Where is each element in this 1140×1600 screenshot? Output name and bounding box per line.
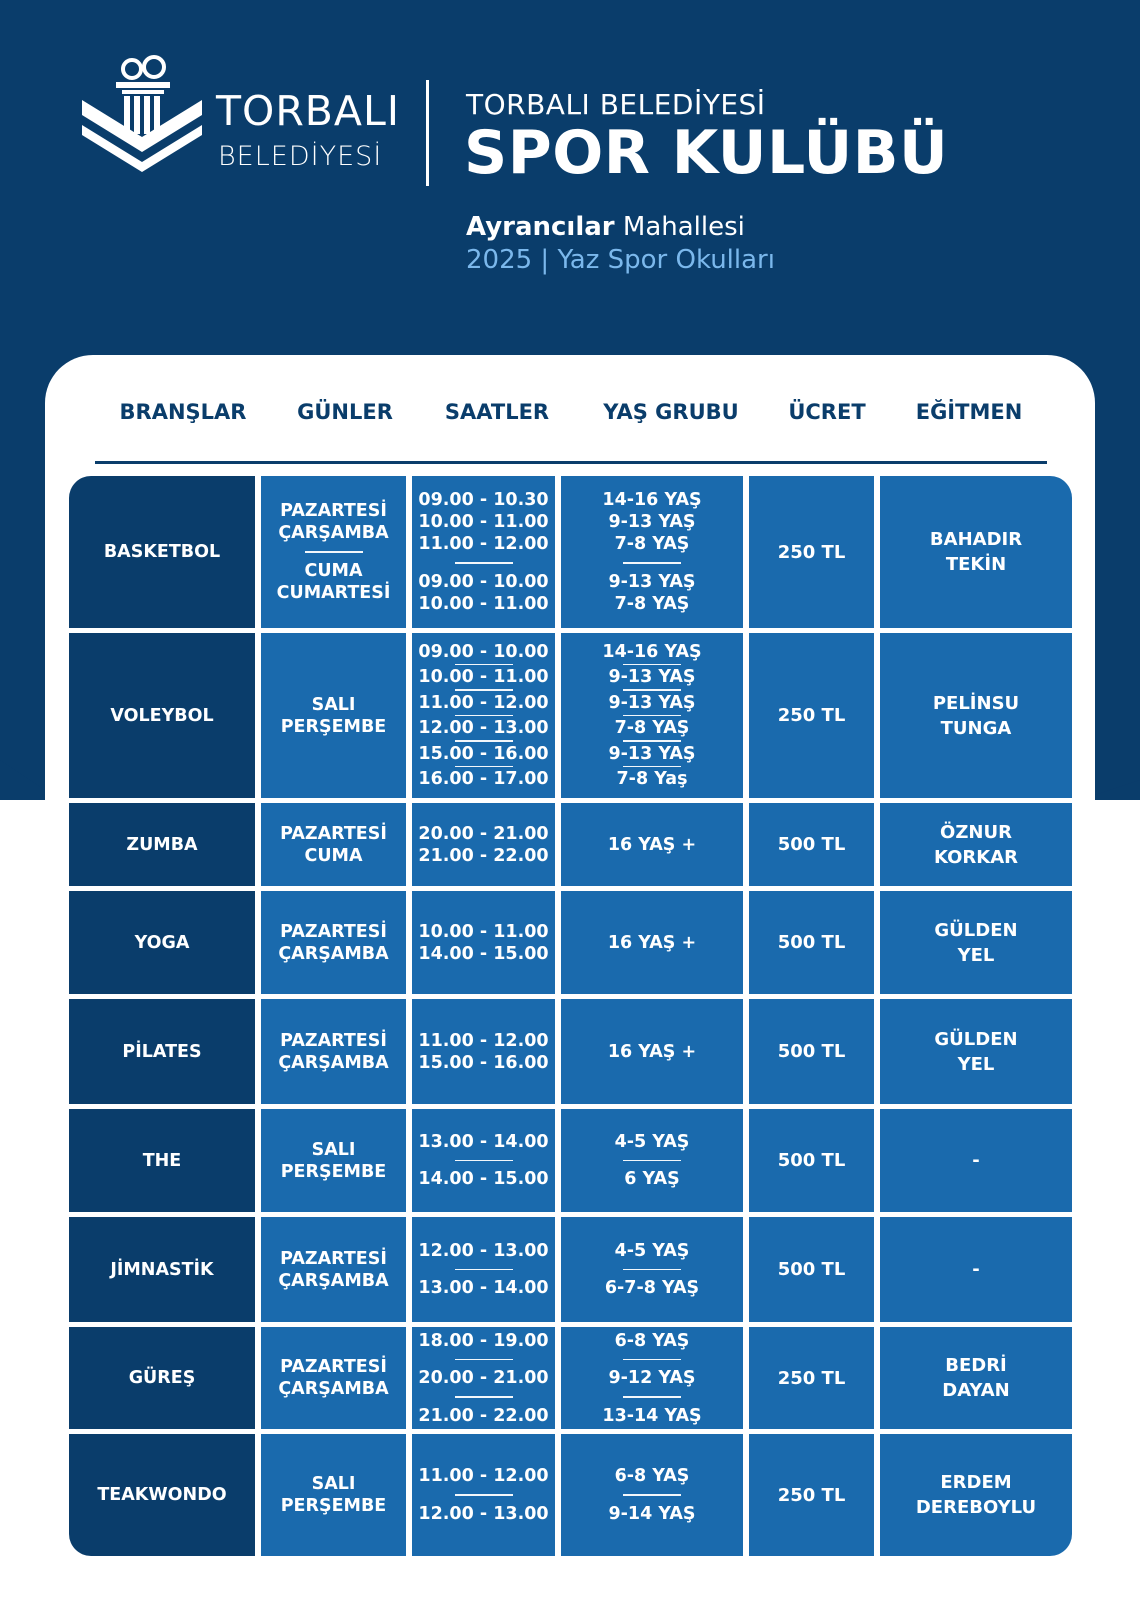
cell-text: 12.00 - 13.00: [418, 718, 549, 739]
cell-branch: [69, 891, 255, 994]
cell-text: PAZARTESİ: [280, 1248, 387, 1269]
cell-text: THE: [142, 1150, 182, 1171]
cell-separator: [623, 1494, 681, 1496]
cell-fee: [749, 1217, 874, 1322]
cell-days: [261, 1109, 406, 1212]
cell-text: YEL: [957, 944, 995, 966]
cell-text: BAHADIR: [929, 529, 1023, 550]
cell-text: SALI: [311, 1474, 356, 1494]
cell-text: 9-13 YAŞ: [608, 743, 696, 764]
cell-separator: [623, 715, 681, 717]
cell-text: TUNGA: [940, 717, 1012, 739]
cell-branch: [69, 633, 255, 798]
cell-text: 10.00 - 11.00: [418, 667, 549, 688]
column-header-age-group: YAŞ GRUBU: [603, 400, 739, 424]
logo-emblem-icon: [80, 55, 205, 180]
cell-text: 16.00 - 17.00: [418, 769, 549, 790]
cell-separator: [455, 715, 513, 717]
cell-text: 500 TL: [777, 834, 846, 855]
cell-ages: [561, 999, 743, 1104]
cell-text: 13-14 YAŞ: [602, 1405, 702, 1426]
cell-text: 250 TL: [777, 705, 846, 726]
cell-separator: [455, 664, 513, 666]
cell-text: 18.00 - 19.00: [418, 1330, 549, 1351]
cell-coach: [880, 891, 1072, 994]
cell-separator: [623, 1269, 681, 1271]
cell-text: 7-8 YAŞ: [614, 534, 690, 555]
cell-separator: [455, 1269, 513, 1271]
cell-separator: [623, 766, 681, 768]
cell-text: 500 TL: [777, 1041, 846, 1062]
header-org-name: TORBALI BELEDİYESİ: [466, 88, 766, 121]
cell-ages: [561, 1434, 743, 1556]
cell-days: [261, 803, 406, 886]
table-row: [69, 1434, 1072, 1556]
cell-text: PELİNSU: [932, 692, 1020, 714]
table-row: [69, 1109, 1072, 1212]
cell-text: 9-13 YAŞ: [608, 692, 696, 713]
cell-text: SALI: [311, 1139, 356, 1160]
cell-days: [261, 1434, 406, 1556]
cell-ages: [561, 476, 743, 628]
cell-separator: [455, 689, 513, 691]
table-row: [69, 476, 1072, 628]
cell-text: 09.00 - 10.30: [418, 490, 549, 511]
cell-text: TEKİN: [945, 554, 1007, 575]
cell-fee: [749, 803, 874, 886]
cell-text: DAYAN: [942, 1380, 1010, 1401]
neighborhood-suffix: Mahallesi: [614, 212, 745, 242]
cell-text: 14-16 YAŞ: [602, 490, 702, 511]
cell-text: ÖZNUR: [940, 821, 1012, 843]
cell-text: 11.00 - 12.00: [418, 1030, 549, 1051]
cell-fee: [749, 1327, 874, 1429]
cell-text: 15.00 - 16.00: [418, 743, 549, 764]
schedule-table: [69, 476, 1072, 1556]
cell-ages: [561, 1217, 743, 1322]
cell-text: GÜREŞ: [128, 1368, 196, 1388]
cell-text: PAZARTESİ: [280, 1030, 387, 1051]
cell-text: 4-5 YAŞ: [614, 1131, 690, 1152]
cell-text: DEREBOYLU: [915, 1497, 1037, 1518]
table-header-rule: [95, 461, 1047, 464]
cell-ages: [561, 1327, 743, 1429]
cell-text: PERŞEMBE: [280, 716, 387, 737]
cell-text: JİMNASTİK: [110, 1259, 214, 1280]
cell-text: PAZARTESİ: [280, 823, 387, 844]
cell-text: GÜLDEN: [934, 1028, 1018, 1050]
cell-text: ÇARŞAMBA: [278, 523, 389, 544]
table-row: [69, 803, 1072, 886]
cell-text: 500 TL: [777, 1150, 846, 1171]
cell-text: 9-13 YAŞ: [608, 667, 696, 688]
cell-separator: [455, 562, 513, 564]
cell-separator: [623, 562, 681, 564]
cell-separator: [455, 1494, 513, 1496]
cell-separator: [623, 740, 681, 742]
table-row: [69, 999, 1072, 1104]
cell-text: 9-13 YAŞ: [608, 571, 696, 592]
cell-days: [261, 891, 406, 994]
cell-days: [261, 633, 406, 798]
cell-ages: [561, 803, 743, 886]
logo-name: TORBALI: [216, 87, 400, 135]
table-header: [95, 390, 1045, 440]
cell-branch: [69, 1217, 255, 1322]
cell-hours: [412, 999, 555, 1104]
cell-fee: [749, 1109, 874, 1212]
column-header-days: GÜNLER: [297, 400, 393, 424]
table-row: [69, 891, 1072, 994]
cell-hours: [412, 633, 555, 798]
cell-text: 09.00 - 10.00: [418, 571, 549, 592]
cell-text: 6 YAŞ: [624, 1169, 680, 1190]
cell-text: 16 YAŞ +: [607, 1041, 697, 1062]
cell-text: 13.00 - 14.00: [418, 1131, 549, 1152]
cell-branch: [69, 476, 255, 628]
cell-hours: [412, 1217, 555, 1322]
table-row: [69, 1327, 1072, 1429]
cell-separator: [623, 664, 681, 666]
cell-separator: [455, 740, 513, 742]
page-title: SPOR KULÜBÜ: [464, 118, 949, 188]
cell-days: [261, 476, 406, 628]
cell-text: ÇARŞAMBA: [278, 1270, 389, 1291]
cell-text: CUMA: [304, 560, 363, 581]
cell-text: BEDRİ: [945, 1355, 1007, 1376]
cell-separator: [455, 1359, 513, 1361]
cell-ages: [561, 891, 743, 994]
cell-branch: [69, 999, 255, 1104]
cell-text: 10.00 - 11.00: [418, 593, 549, 614]
cell-text: 9-12 YAŞ: [608, 1368, 696, 1388]
cell-separator: [623, 689, 681, 691]
cell-coach: [880, 1109, 1072, 1212]
cell-text: 12.00 - 13.00: [418, 1503, 549, 1524]
cell-text: 10.00 - 11.00: [418, 512, 549, 533]
cell-text: 20.00 - 21.00: [418, 1368, 549, 1388]
season-line: 2025 | Yaz Spor Okulları: [466, 245, 775, 275]
cell-text: YOGA: [134, 932, 190, 953]
cell-ages: [561, 1109, 743, 1212]
column-header-instructor: EĞİTMEN: [915, 400, 1023, 424]
cell-hours: [412, 1434, 555, 1556]
cell-text: PAZARTESİ: [280, 1357, 387, 1377]
cell-separator: [455, 1396, 513, 1398]
cell-text: KORKAR: [933, 846, 1019, 868]
cell-fee: [749, 891, 874, 994]
cell-text: ZUMBA: [126, 834, 198, 855]
cell-text: 11.00 - 12.00: [418, 534, 549, 555]
cell-text: PERŞEMBE: [280, 1496, 387, 1516]
cell-fee: [749, 1434, 874, 1556]
cell-hours: [412, 1327, 555, 1429]
cell-text: 6-8 YAŞ: [614, 1466, 690, 1487]
cell-text: 250 TL: [777, 1367, 846, 1389]
cell-branch: [69, 1109, 255, 1212]
cell-text: 250 TL: [777, 541, 846, 563]
logo-subtitle: BELEDİYESİ: [218, 141, 383, 172]
cell-text: 21.00 - 22.00: [418, 1405, 549, 1426]
cell-branch: [69, 1327, 255, 1429]
cell-coach: [880, 1434, 1072, 1556]
cell-separator: [305, 551, 363, 553]
cell-text: ÇARŞAMBA: [278, 1379, 389, 1399]
cell-text: 14.00 - 15.00: [418, 943, 549, 964]
cell-separator: [623, 1359, 681, 1361]
cell-fee: [749, 633, 874, 798]
cell-text: 13.00 - 14.00: [418, 1278, 549, 1299]
cell-text: 09.00 - 10.00: [418, 641, 549, 662]
cell-text: 6-8 YAŞ: [614, 1330, 690, 1351]
cell-text: SALI: [311, 694, 356, 715]
cell-text: 14-16 YAŞ: [602, 641, 702, 662]
cell-text: 20.00 - 21.00: [418, 823, 549, 844]
municipality-logo: [80, 55, 400, 180]
cell-separator: [455, 766, 513, 768]
cell-coach: [880, 803, 1072, 886]
cell-text: VOLEYBOL: [110, 705, 214, 726]
cell-coach: [880, 1327, 1072, 1429]
cell-days: [261, 999, 406, 1104]
neighborhood-line: [466, 212, 745, 242]
column-header-fee: ÜCRET: [788, 400, 866, 424]
cell-text: GÜLDEN: [934, 919, 1018, 941]
cell-text: ERDEM: [940, 1472, 1012, 1493]
cell-text: 9-14 YAŞ: [608, 1503, 696, 1524]
cell-hours: [412, 803, 555, 886]
cell-text: 250 TL: [777, 1484, 846, 1506]
cell-coach: [880, 476, 1072, 628]
cell-text: ÇARŞAMBA: [278, 1052, 389, 1073]
cell-text: 11.00 - 12.00: [418, 1466, 549, 1487]
cell-hours: [412, 476, 555, 628]
cell-days: [261, 1217, 406, 1322]
table-row: [69, 633, 1072, 798]
cell-hours: [412, 891, 555, 994]
cell-text: 7-8 YAŞ: [614, 593, 690, 614]
cell-text: CUMA: [304, 845, 363, 866]
cell-hours: [412, 1109, 555, 1212]
cell-text: 500 TL: [777, 1259, 846, 1280]
cell-coach: [880, 633, 1072, 798]
cell-text: 7-8 YAŞ: [614, 718, 690, 739]
neighborhood-name: Ayrancılar: [466, 212, 615, 242]
cell-text: 500 TL: [777, 932, 846, 953]
cell-text: 11.00 - 12.00: [418, 692, 549, 713]
cell-fee: [749, 476, 874, 628]
cell-text: 4-5 YAŞ: [614, 1240, 690, 1261]
cell-text: CUMARTESİ: [276, 582, 391, 603]
cell-coach: [880, 1217, 1072, 1322]
cell-text: -: [972, 1259, 980, 1280]
cell-text: ÇARŞAMBA: [278, 943, 389, 964]
cell-separator: [623, 1396, 681, 1398]
cell-branch: [69, 803, 255, 886]
cell-text: -: [972, 1150, 980, 1171]
cell-text: PAZARTESİ: [280, 501, 387, 522]
cell-text: 7-8 Yaş: [616, 769, 688, 790]
header-divider: [426, 80, 429, 186]
column-header-branch: BRANŞLAR: [119, 400, 247, 424]
cell-separator: [455, 1160, 513, 1162]
cell-text: 9-13 YAŞ: [608, 512, 696, 533]
cell-text: 6-7-8 YAŞ: [604, 1278, 700, 1299]
cell-fee: [749, 999, 874, 1104]
cell-days: [261, 1327, 406, 1429]
cell-coach: [880, 999, 1072, 1104]
cell-text: 12.00 - 13.00: [418, 1240, 549, 1261]
cell-text: YEL: [957, 1053, 995, 1075]
cell-text: 16 YAŞ +: [607, 834, 697, 855]
cell-branch: [69, 1434, 255, 1556]
cell-text: PERŞEMBE: [280, 1161, 387, 1182]
cell-text: 10.00 - 11.00: [418, 921, 549, 942]
cell-text: 21.00 - 22.00: [418, 845, 549, 866]
cell-text: BASKETBOL: [103, 542, 221, 562]
cell-text: PİLATES: [122, 1041, 202, 1062]
cell-text: 15.00 - 16.00: [418, 1052, 549, 1073]
column-header-hours: SAATLER: [444, 400, 550, 424]
cell-text: TEAKWONDO: [97, 1485, 227, 1505]
cell-separator: [623, 1160, 681, 1162]
cell-ages: [561, 633, 743, 798]
cell-text: PAZARTESİ: [280, 921, 387, 942]
cell-text: 14.00 - 15.00: [418, 1169, 549, 1190]
table-row: [69, 1217, 1072, 1322]
cell-text: 16 YAŞ +: [607, 932, 697, 953]
